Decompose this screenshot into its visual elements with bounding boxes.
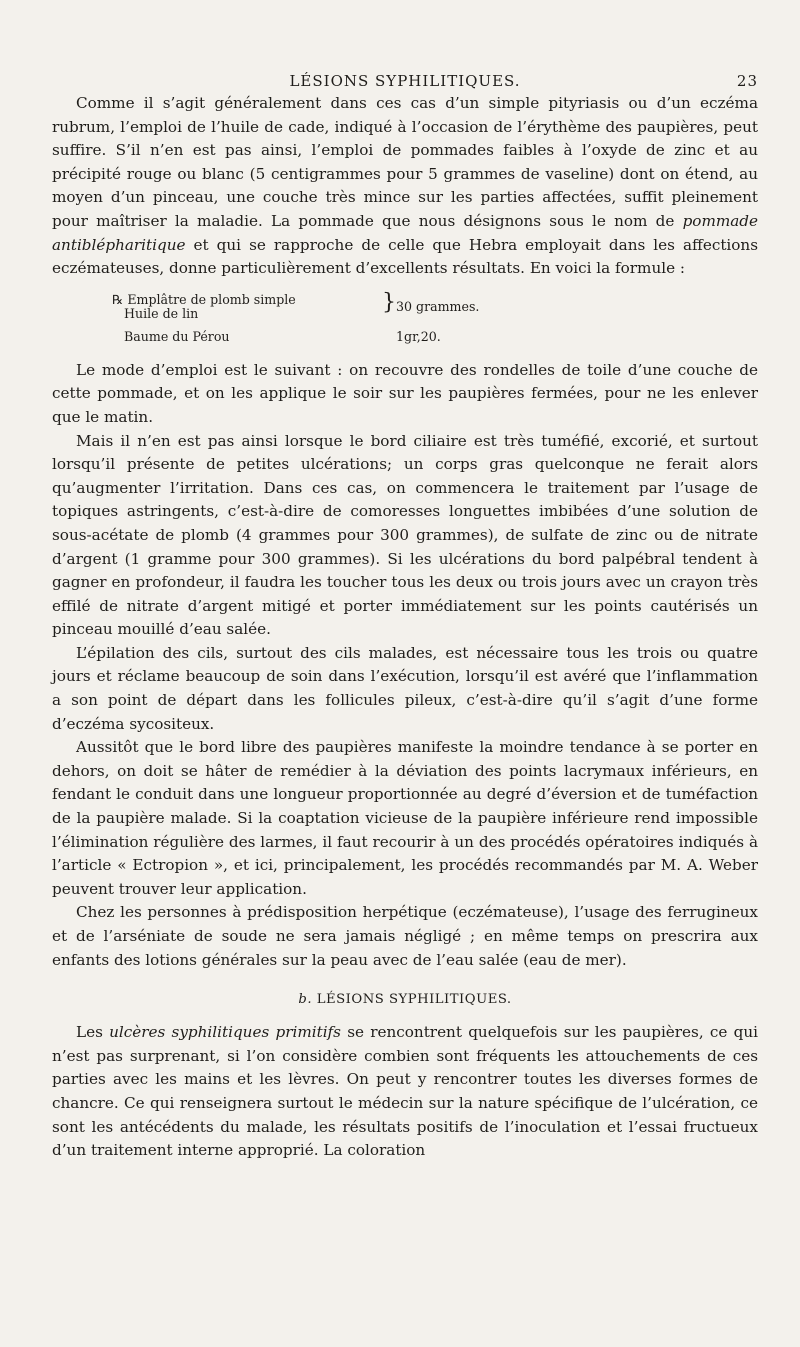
section-title-text: LÉSIONS SYPHILITIQUES. — [316, 992, 512, 1008]
formula-line-2 — [124, 305, 198, 322]
book-page — [52, 72, 758, 1163]
section-letter: b. — [298, 992, 313, 1008]
paragraph-epilation: L’épilation des cils, surtout des cils malades, est nécessaire tous les trois ou quatre jours et réclame beaucoup de soin dans l’exécution, lorsqu’il est avéré que l’inflammation a son point de départ dans les follicules pileux, c’est-à-dire qu’il s’agit d’une forme d’eczéma sycositeux. — [52, 643, 758, 733]
paragraph-text: et qui se rapproche de celle que Hebra employait dans les affections eczémateuses, donne particulièrement d’excellents résultats. En voici la formule : — [52, 235, 758, 278]
paragraph-mode-emploi: Le mode d’emploi est le suivant : on recouvre des rondelles de toile d’une couche de cette pommade, et on les applique le soir sur les paupières fermées, pour ne les enlever que le matin. — [52, 360, 758, 426]
running-head — [52, 72, 758, 92]
ingredient-name: Baume du Pérou — [124, 328, 230, 344]
ingredient-name: Emplâtre de plomb simple — [127, 291, 296, 307]
formula-line-3 — [124, 328, 230, 345]
page-number: 23 — [736, 72, 758, 90]
quantity-baume: 1gr,20. — [396, 328, 441, 344]
brace-icon: } — [382, 289, 396, 315]
ingredient-name: Huile de lin — [124, 305, 199, 321]
paragraph-herpetique: Chez les personnes à prédisposition herpétique (eczémateuse), l’usage des ferrugineux et de l’arséniate de soude ne sera jamais négligé ; en même temps on prescrira aux enfants des lotions générales sur la peau avec de l’eau salée (eau de mer). — [52, 903, 758, 969]
formula-block — [112, 291, 758, 347]
recipe-symbol: ℞ — [112, 291, 124, 307]
paragraph-ulceres — [52, 1021, 758, 1163]
paragraph-text: Comme il s’agit généralement dans ces cas d’un simple pityriasis ou d’un eczéma rubrum, l’emploi de l’huile de cade, indiqué à l’occasion de l’érythème des paupières, peut suffire. S’il n’en est pas ainsi, l’emploi de pommades faibles à l’oxyde de zinc et au précipité rouge ou blanc (5 centigrammes pour 5 grammes de vaseline) dont on étend, au moyen d’un pinceau, une couche très mince sur les parties affectées, suffit pleinement pour maîtriser la maladie. La pommade que nous désignons sous le nom de — [52, 94, 758, 230]
paragraph-text: se rencontrent quelquefois sur les paupières, ce qui n’est pas surprenant, si l’on considère combien sont fréquents les attouchements de ces parties avec les mains et les lèvres. On peut y rencontrer toutes les diverses formes de chancre. Ce qui renseignera surtout le médecin sur la nature spécifique de l’ulcération, ce sont les antécédents du malade, les résultats positifs de l’inoculation et l’essai fructueux d’un traitement interne approprié. La coloration — [52, 1023, 759, 1160]
section-heading — [52, 992, 758, 1007]
paragraph-ulcerations: Mais il n’en est pas ainsi lorsque le bord ciliaire est très tuméfié, excorié, et surtout lorsqu’il présente de petites ulcérations; un corps gras quelconque ne ferait alors qu’augmenter l’irritation. Dans ces cas, on commencera le traitement par l’usage de topiques astringents, c’est-à-dire de comoresses longuettes imbibées d’une solution de sous-acétate de plomb (4 grammes pour 300 grammes), de sulfate de zinc ou de nitrate d’argent (1 gramme pour 300 grammes). Si les ulcérations du bord palpébral tendent à gagner en profondeur, il faudra les toucher tous les deux ou trois jours avec un crayon très effilé de nitrate d’argent mitigé et porter immédiatement sur les points cautérisés un pinceau mouillé d’eau salée. — [52, 431, 758, 639]
quantity-grams: 30 grammes. — [396, 298, 480, 314]
paragraph-points-lacrymaux: Aussitôt que le bord libre des paupières manifeste la moindre tendance à se porter en dehors, on doit se hâter de remédier à la déviation des points lacrymaux inférieurs, en fendant le conduit dans une longueur proportionnée au degré d’éversion et de tuméfaction de la paupière malade. Si la coaptation vicieuse de la paupière inférieure rend impossible l’élimination régulière des larmes, il faut recourir à un des procédés opératoires indiqués à l’article « Ectropion », et ici, principalement, les procédés recommandés par M. A. Weber peuvent trouver leur application. — [52, 738, 758, 898]
paragraph-pommade — [52, 92, 758, 281]
paragraph-text: Les — [76, 1023, 103, 1042]
italic-term: pommade antiblépharitique — [52, 211, 759, 254]
running-title: LÉSIONS SYPHILITIQUES. — [289, 72, 521, 90]
italic-term: ulcères syphilitiques primitifs — [109, 1023, 341, 1042]
